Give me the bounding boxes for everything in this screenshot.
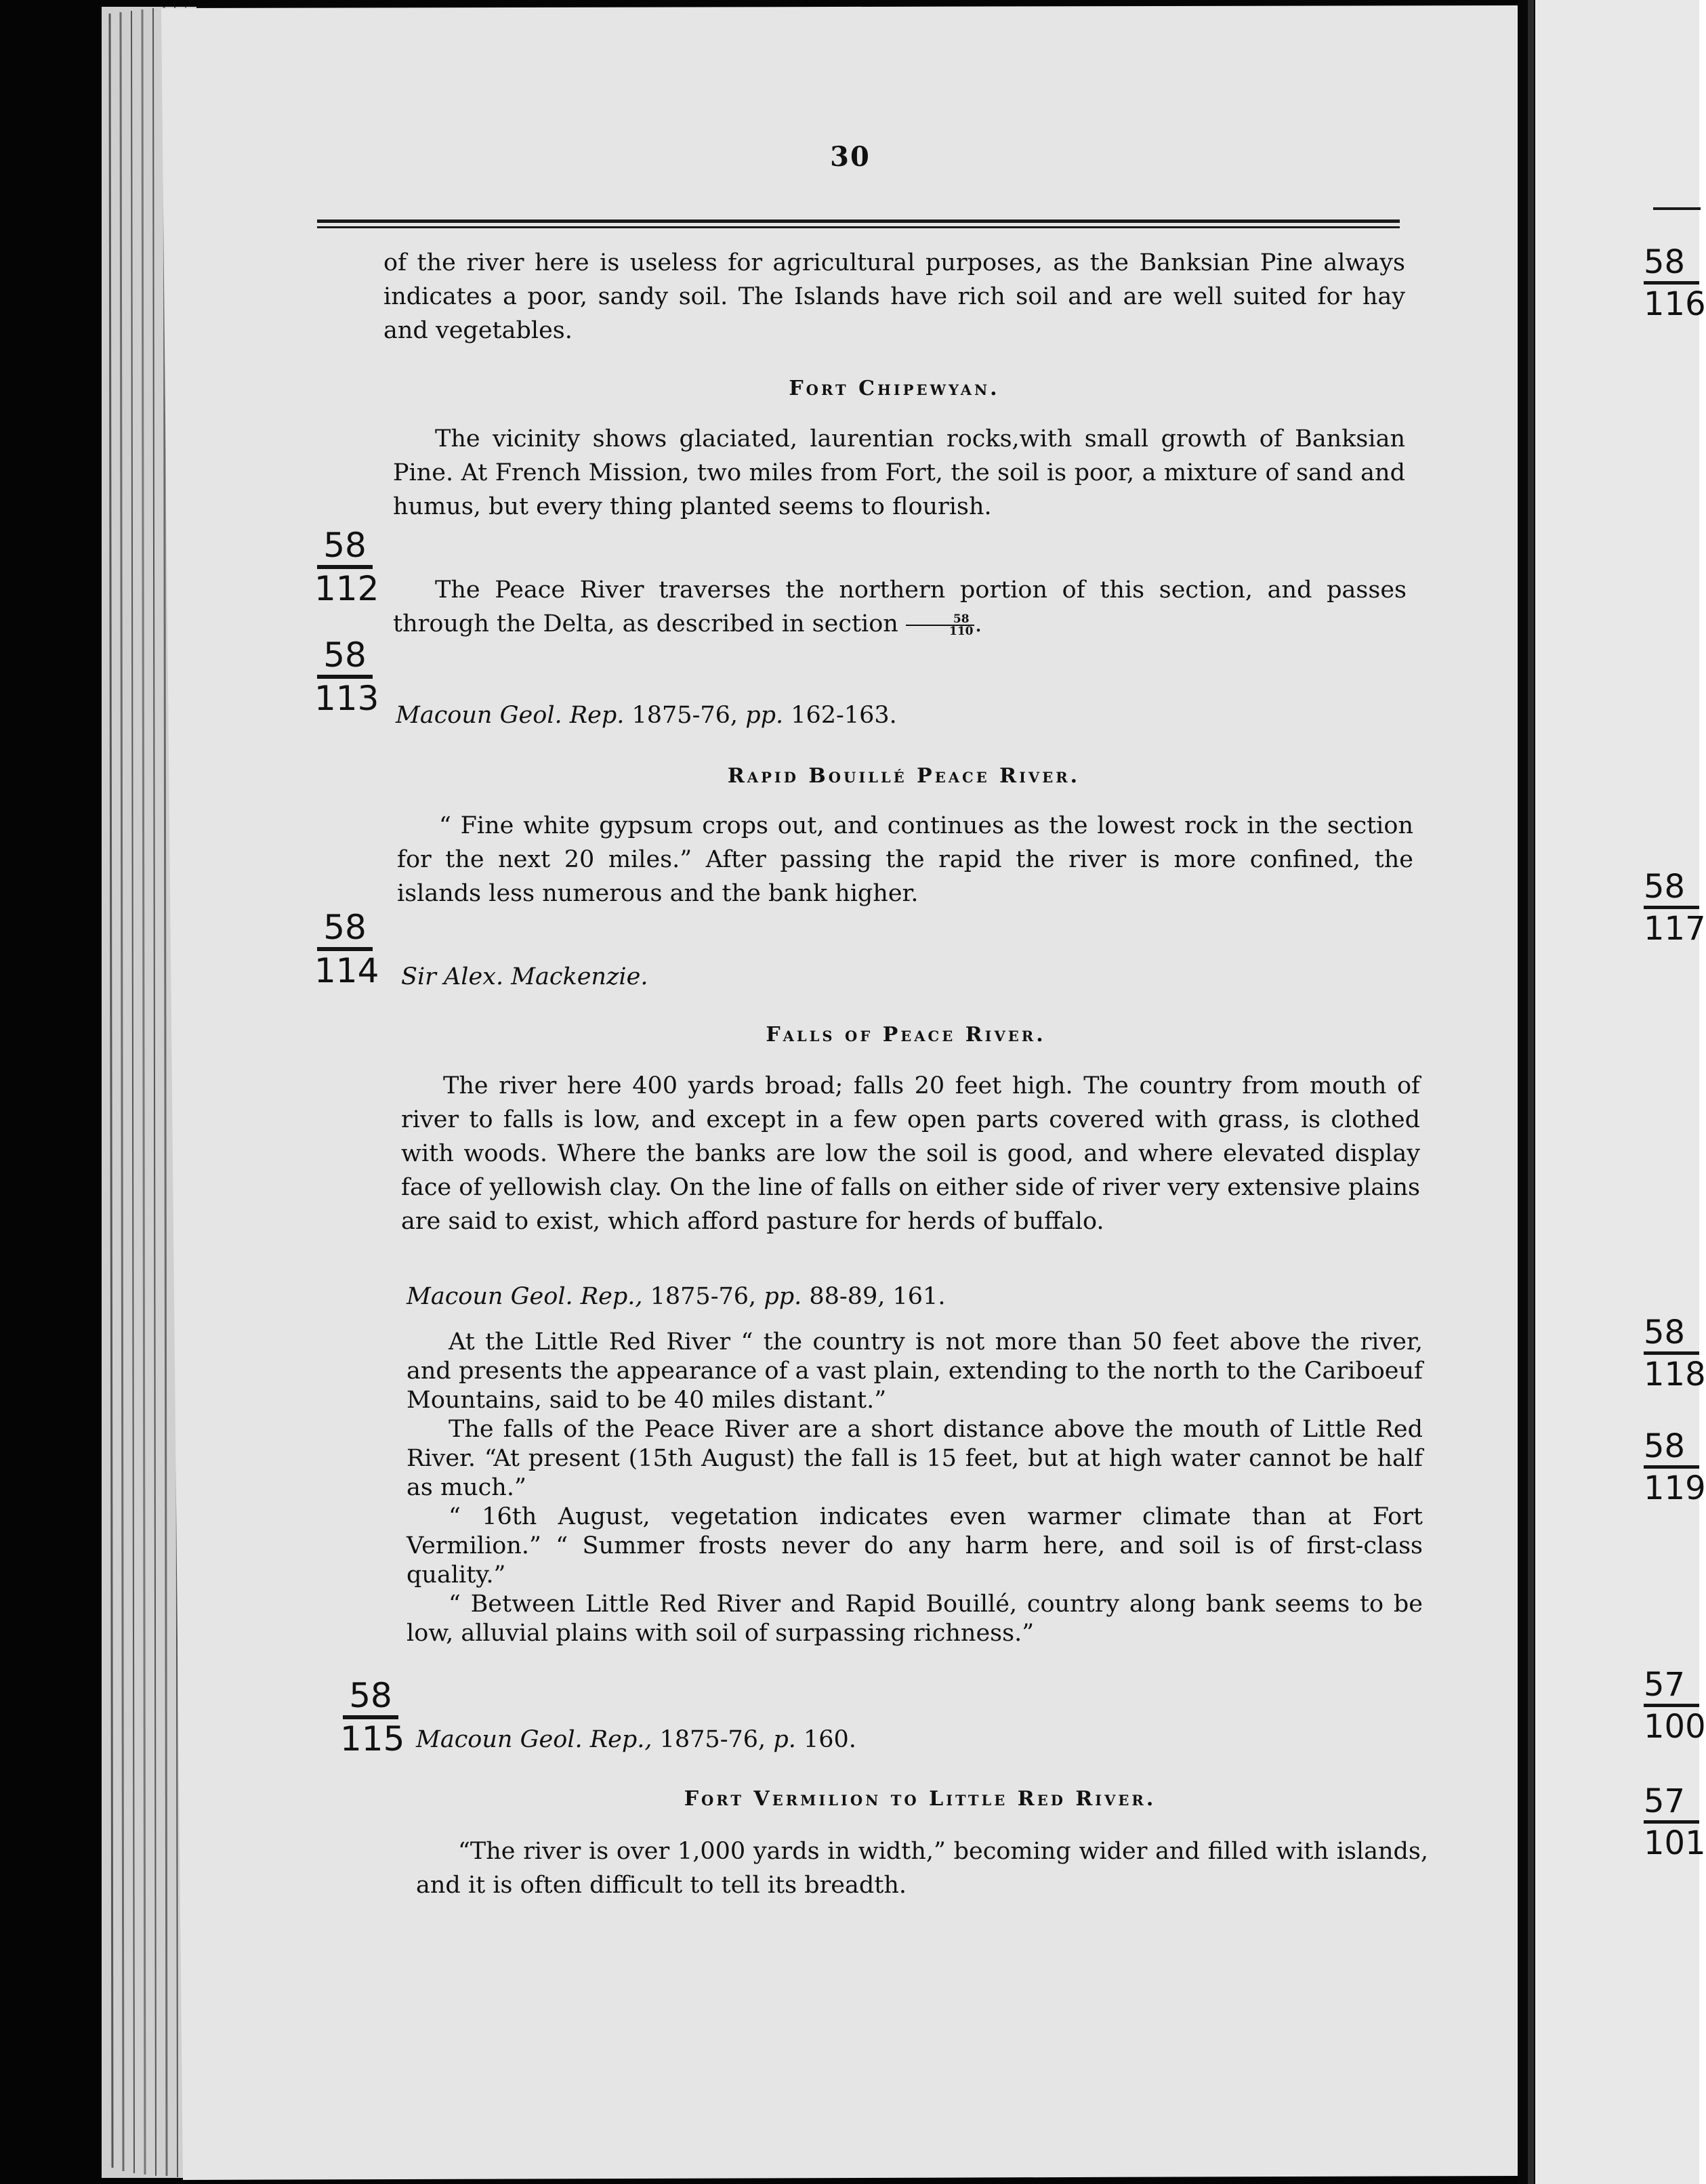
reference-pages: 160.: [795, 1726, 856, 1753]
facing-page-header-rule: [1653, 207, 1701, 210]
reference-years: 1875-76,: [652, 1726, 774, 1753]
marker-top: 57: [1644, 1782, 1686, 1820]
reference-pp: p.: [773, 1726, 796, 1753]
paragraph-falls: [401, 1069, 1420, 1238]
marker-top: 58: [349, 1676, 392, 1715]
marker-bar: [1644, 906, 1699, 909]
marker-bar: [1644, 1820, 1699, 1824]
reference-source: Macoun Geol. Rep.,: [416, 1726, 652, 1753]
marker-bottom: 113: [314, 679, 379, 718]
section-fraction: [906, 614, 975, 637]
marker-top: 58: [323, 635, 367, 675]
marker-top: 57: [1644, 1666, 1686, 1704]
facing-marker-117: [1644, 868, 1705, 947]
reference-pages: 88-89, 161.: [802, 1283, 946, 1310]
fraction-suffix: .: [974, 610, 982, 637]
reference-mackenzie: [401, 963, 648, 990]
page-number: 30: [830, 141, 871, 173]
reference-pp: pp.: [745, 702, 784, 729]
reference-source: Macoun Geol. Rep.: [396, 702, 625, 729]
marker-bottom: 117: [1644, 910, 1706, 948]
facing-marker-116: [1644, 244, 1705, 322]
reference-macoun-115: [416, 1726, 856, 1753]
marker-top: 58: [1644, 868, 1686, 906]
quotes-little-red-river: [407, 1328, 1423, 1648]
marker-bar: [1644, 281, 1699, 285]
section-marker-112: [314, 526, 379, 608]
paragraph-fort-chipewyan: [393, 422, 1405, 524]
heading-fort-vermilion: Fort Vermilion to Little Red River.: [684, 1787, 1157, 1811]
reference-macoun-113: [396, 702, 897, 729]
reference-years: 1875-76,: [624, 702, 746, 729]
marker-bottom: 116: [1644, 285, 1706, 323]
reference-source: Macoun Geol. Rep.,: [407, 1283, 643, 1310]
marker-top: 58: [1644, 1427, 1686, 1465]
facing-marker-100: [1644, 1666, 1705, 1745]
fraction-denominator: 110: [949, 624, 974, 638]
marker-bar: [1644, 1704, 1699, 1707]
heading-fort-chipewyan: Fort Chipewyan.: [789, 377, 1000, 400]
facing-marker-101: [1644, 1783, 1705, 1862]
section-marker-113: [314, 635, 379, 718]
marker-bar: [1644, 1465, 1699, 1469]
paragraph-text: The river here 400 yards broad; falls 20 feet high. The country from mouth of river to falls is low, and except in a few open parts covered with grass, is clothed with woods. Where the banks are low the soil is good, and where elevated display face of yellowish clay. On the line of falls on either side of river very extensive plains are said to exist, which afford pasture for herds of buffalo.: [401, 1072, 1420, 1235]
paragraph-text: [393, 573, 1407, 641]
paragraph-gypsum: [397, 809, 1413, 910]
paragraph-text: “ Fine white gypsum crops out, and continues as the lowest rock in the section for the next 20 miles.” After passing the rapid the river is more confined, the islands less numerous and the bank higher.: [397, 812, 1413, 907]
marker-bottom: 112: [314, 569, 379, 608]
facing-marker-119: [1644, 1428, 1705, 1507]
section-marker-115: [340, 1676, 405, 1759]
paragraph-text: “ Between Little Red River and Rapid Bouillé, country along bank seems to be low, alluvial plains with soil of surpassing richness.”: [407, 1591, 1423, 1647]
marker-top: 58: [1644, 1314, 1686, 1351]
marker-top: 58: [323, 908, 367, 947]
marker-bottom: 115: [340, 1719, 405, 1759]
facing-marker-118: [1644, 1314, 1705, 1393]
section-marker-114: [314, 908, 379, 990]
marker-top: 58: [323, 526, 367, 565]
reference-pages: 162-163.: [783, 702, 897, 729]
marker-bottom: 119: [1644, 1469, 1706, 1507]
reference-macoun-falls: [407, 1283, 945, 1310]
marker-bar: [1644, 1351, 1699, 1355]
heading-falls-of-peace-river: Falls of Peace River.: [766, 1023, 1046, 1047]
paragraph-text-main: The Peace River traverses the northern portion of this section, and passes through the Delta, as described in section: [393, 576, 1407, 637]
paragraph-river-width: [416, 1834, 1428, 1902]
paragraph-text: The falls of the Peace River are a short distance above the mouth of Little Red River. “At present (15th August) the fall is 15 feet, but at high water cannot be half as much.”: [407, 1416, 1423, 1501]
marker-bottom: 100: [1644, 1708, 1706, 1746]
reference-years: 1875-76,: [642, 1283, 764, 1310]
paragraph-text: At the Little Red River “ the country is not more than 50 feet above the river, and presents the appearance of a vast plain, extending to the north to the Cariboeuf Mountains, said to be 40 miles distant.”: [407, 1328, 1423, 1414]
marker-bottom: 118: [1644, 1356, 1706, 1393]
paragraph-banksian-soil: [383, 246, 1405, 348]
paragraph-text: of the river here is useless for agricultural purposes, as the Banksian Pine always indicates a poor, sandy soil. The Islands have rich soil and are well suited for hay and vegetables.: [383, 249, 1405, 344]
paragraph-text: “The river is over 1,000 yards in width,” becoming wider and filled with islands, and it is often difficult to tell its breadth.: [416, 1838, 1428, 1899]
reference-pp: pp.: [764, 1283, 802, 1310]
heading-rapid-bouille: Rapid Bouillé Peace River.: [727, 764, 1081, 788]
marker-bottom: 101: [1644, 1824, 1706, 1862]
marker-bottom: 114: [314, 951, 379, 990]
fraction-numerator: 58: [906, 614, 975, 626]
paragraph-text: The vicinity shows glaciated, laurentian rocks,with small growth of Banksian Pine. At French Mission, two miles from Fort, the soil is poor, a mixture of sand and humus, but every thing planted seems to flourish.: [393, 425, 1405, 520]
marker-top: 58: [1644, 243, 1686, 281]
paragraph-peace-river-section: [393, 573, 1407, 641]
paragraph-text: “ 16th August, vegetation indicates even warmer climate than at Fort Vermilion.” “ Summer frosts never do any harm here, and soil is of first-class quality.”: [407, 1503, 1423, 1589]
reference-source: Sir Alex. Mackenzie.: [401, 963, 648, 990]
